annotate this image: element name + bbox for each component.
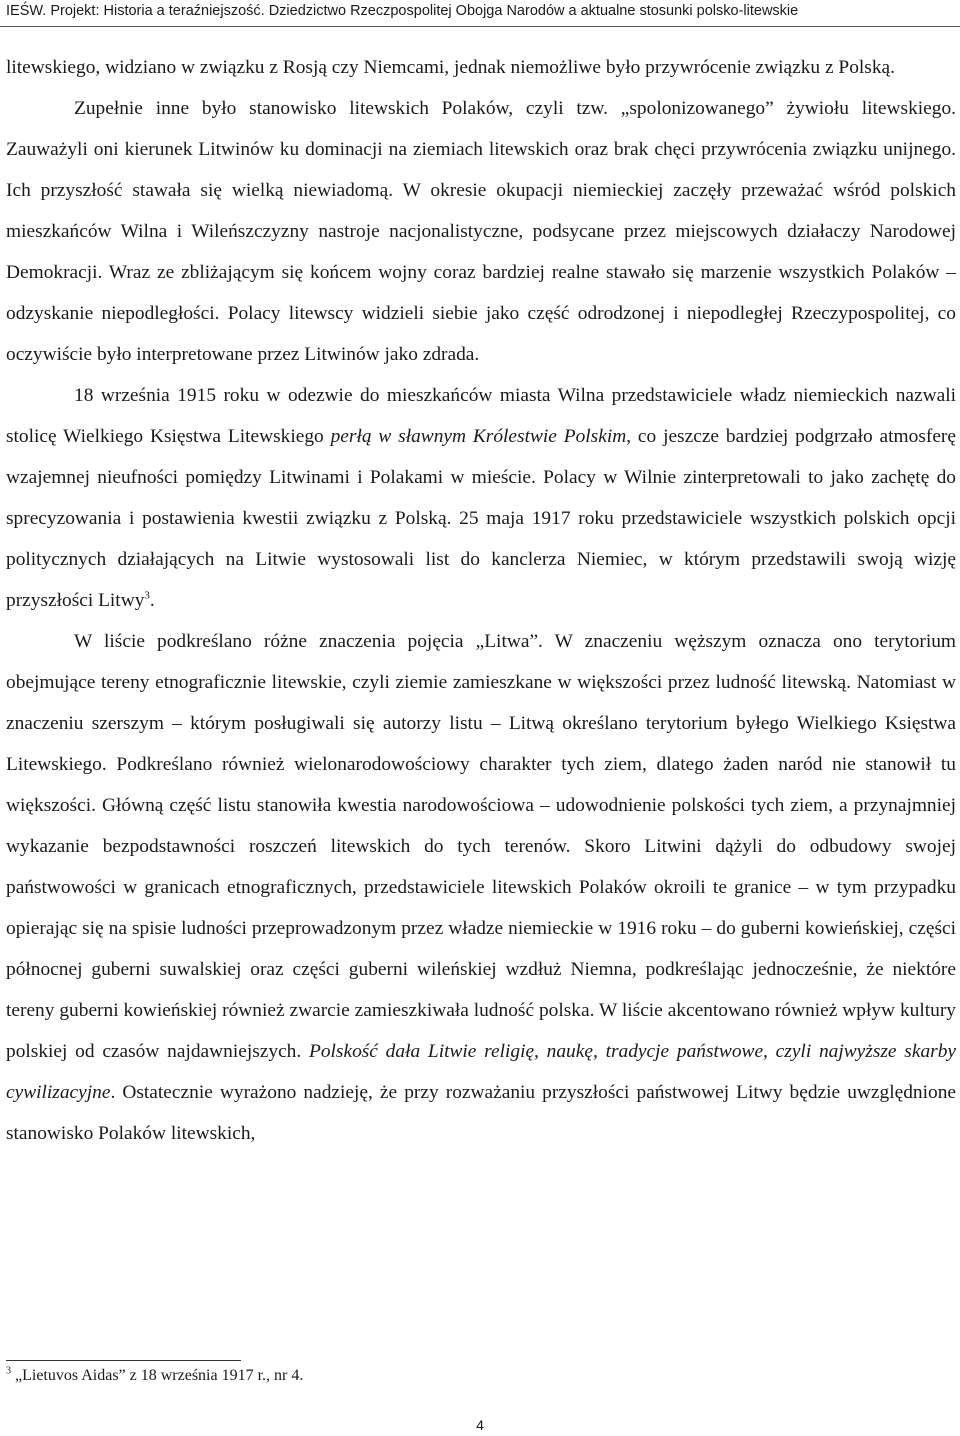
footnote-number: 3 bbox=[6, 1365, 11, 1377]
footnote-divider bbox=[6, 1360, 241, 1361]
footnote-text: „Lietuvos Aidas” z 18 września 1917 r., nr 4. bbox=[11, 1367, 304, 1384]
footnote bbox=[6, 1367, 303, 1385]
footnote-reference[interactable]: 3 bbox=[144, 589, 150, 602]
italic-quote: Polskość dała Litwie religię, naukę, tradycje państwowe, czyli najwyższe skarby cywilizacyjne bbox=[6, 1041, 956, 1103]
paragraph-continuation: litewskiego, widziano w związku z Rosją czy Niemcami, jednak niemożliwe było przywrócenie związku z Polską. bbox=[6, 57, 895, 78]
header-divider bbox=[0, 26, 960, 27]
paragraph bbox=[6, 621, 956, 1154]
main-text bbox=[6, 47, 956, 1154]
paragraph bbox=[6, 375, 956, 621]
italic-quote: perłą w sławnym Królestwie Polskim bbox=[330, 426, 627, 447]
paragraph-text: W liście podkreślano różne znaczenia pojęcia „Litwa”. W znaczeniu węższym oznacza ono terytorium obejmujące tereny etnograficznie litewskie, czyli ziemie zamieszkane w większości przez ludność litewską. Natomiast w znaczeniu szerszym – którym posługiwali się autorzy listu – Litwą określano terytorium byłego Wielkiego Księstwa Litewskiego. Podkreślano również wielonarodowościowy charakter tych ziem, dlatego żaden naród nie stanowił tu większości. Główną część listu stanowiła kwestia narodowościowa – udowodnienie polskości tych ziem, a przynajmniej wykazanie bezpodstawności roszczeń litewskich do tych terenów. Skoro Litwini dążyli do odbudowy swojej państwowości w granicach etnograficznych, przedstawiciele litewskich Polaków okroili te granice – w tym przypadku opierając się na spisie ludności przeprowadzonym przez władze niemieckie w 1916 roku – do guberni kowieńskiej, części północnej guberni suwalskiej oraz części guberni wileńskiej wzdłuż Niemna, podkreślając jednocześnie, że niektóre tereny guberni kowieńskiej również zwarcie zamieszkiwała ludność polska. W liście akcentowano również wpływ kultury polskiej od czasów najdawniejszych. bbox=[6, 631, 956, 1062]
paragraph-text: . Ostatecznie wyrażono nadzieję, że przy rozważaniu przyszłości państwowej Litwy będzie uwzględnione stanowisko Polaków litewskich, bbox=[6, 1082, 956, 1144]
running-header: IEŚW. Projekt: Historia a teraźniejszość. Dziedzictwo Rzeczpospolitej Obojga Narodów a aktualne stosunki polsko-litewskie bbox=[6, 3, 799, 19]
paragraph-text: , co jeszcze bardziej podgrzało atmosferę wzajemnej nieufności pomiędzy Litwinami i Polakami w mieście. Polacy w Wilnie zinterpretowali to jako zachętę do sprecyzowania i postawienia kwestii związku z Polską. 25 maja 1917 roku przedstawiciele wszystkich polskich opcji politycznych działających na Litwie wystosowali list do kanclerza Niemiec, w którym przedstawili swoją wizję przyszłości Litwy bbox=[6, 426, 956, 611]
paragraph: Zupełnie inne było stanowisko litewskich Polaków, czyli tzw. „spolonizowanego” żywiołu litewskiego. Zauważyli oni kierunek Litwinów ku dominacji na ziemiach litewskich oraz brak chęci przywrócenia związku unijnego. Ich przyszłość stawała się wielką niewiadomą. W okresie okupacji niemieckiej zaczęły przeważać wśród polskich mieszkańców Wilna i Wileńszczyzny nastroje nacjonalistyczne, podsycane przez miejscowych działaczy Narodowej Demokracji. Wraz ze zbliżającym się końcem wojny coraz bardziej realne stawało się marzenie wszystkich Polaków – odzyskanie niepodległości. Polacy litewscy widzieli siebie jako część odrodzonej i niepodległej Rzeczypospolitej, co oczywiście było interpretowane przez Litwinów jako zdrada. bbox=[6, 98, 956, 365]
paragraph-text: 18 września 1915 roku w odezwie do mieszkańców miasta Wilna przedstawiciele władz niemieckich nazwali stolicę Wielkiego Księstwa Litewskiego bbox=[6, 385, 956, 447]
paragraph-text: . bbox=[149, 590, 155, 611]
page-number: 4 bbox=[476, 1417, 484, 1433]
